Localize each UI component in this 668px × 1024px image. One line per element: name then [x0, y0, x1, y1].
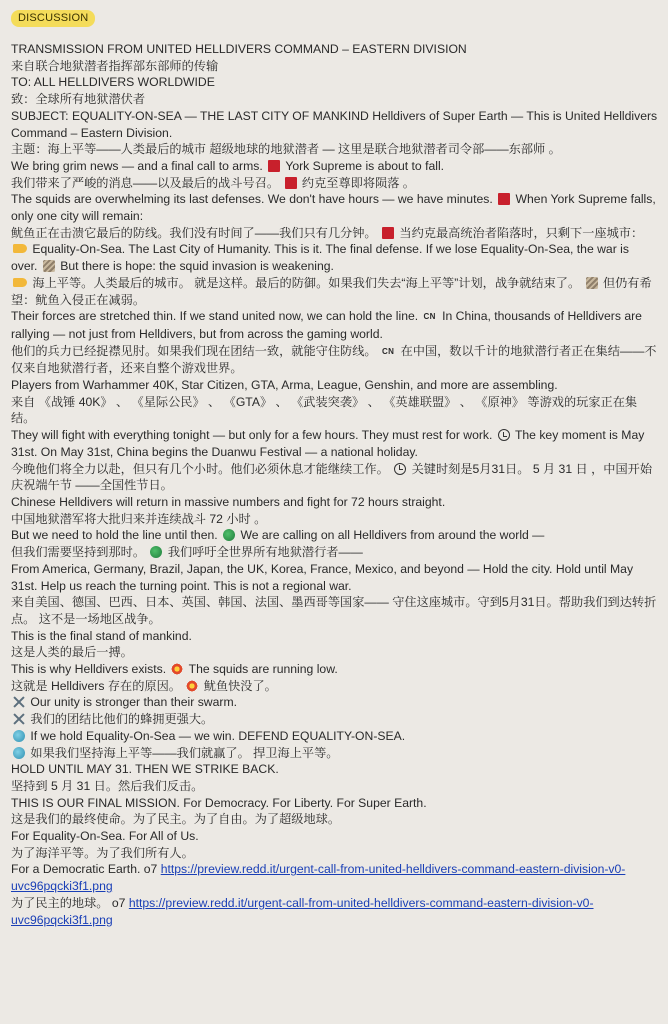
post-line: 主题：海上平等——人类最后的城市 超级地球的地狱潜者 — 这里是联合地狱潜者司令部——东部师 。: [11, 142, 561, 157]
post-line: [11, 427, 658, 460]
post-text: For a Democratic Earth. o7: [11, 862, 158, 877]
post-line: [11, 175, 658, 192]
post-line: HOLD UNTIL MAY 31. THEN WE STRIKE BACK.: [11, 762, 279, 777]
post-line: Players from Warhammer 40K, Star Citizen, GTA, Arma, League, Genshin, and more are assembling.: [11, 378, 558, 393]
post-line: 这是我们的最终使命。为了民主。为了自由。为了超级地球。: [11, 812, 341, 827]
post-text: 我们的团结比他们的蜂拥更强大。: [30, 712, 214, 727]
post-text: 这就是 Helldivers 存在的原因。: [11, 678, 181, 693]
post-line: 坚持到 5 月 31 日。然后我们反击。: [11, 778, 204, 793]
post-line: 来自联合地狱潜者指挥部东部师的传输: [11, 58, 219, 73]
post-line: 为了海洋平等。为了我们所有人。: [11, 845, 194, 860]
post-text: 但仍有希望：鱿鱼入侵正在减弱。: [11, 275, 652, 307]
post-line: 中国地狱潜军将大批归来并连续战斗 72 小时 。: [11, 511, 267, 526]
clock-icon: [394, 463, 406, 475]
post-text: Equality-On-Sea. The Last City of Humanity. This is it. The final defense. If we lose Equality-On-Sea, the war is over.: [11, 242, 629, 274]
crossed-swords-icon: [13, 696, 25, 708]
explosion-icon: [171, 663, 183, 675]
post-text: 他们的兵力已经捉襟见肘。如果我们现在团结一致，就能守住防线。: [11, 343, 377, 358]
post-line: [11, 308, 658, 342]
post-text: 当约克最高统治者陷落时，只剩下一座城市：: [399, 225, 644, 240]
post-text: We bring grim news — and a final call to arms.: [11, 158, 263, 173]
post-body: [11, 41, 658, 928]
red-square-icon: [498, 193, 510, 205]
explosion-icon: [186, 680, 198, 692]
post-line: [11, 728, 658, 745]
post-line: From America, Germany, Brazil, Japan, the UK, Korea, France, Mexico, and beyond — Hold the city. Hold until May 31st. Help us reach the turning point. This is not a regional war.: [11, 561, 634, 593]
crossed-swords-icon: [13, 713, 25, 725]
globe-icon: [150, 546, 162, 558]
post-line: TRANSMISSION FROM UNITED HELLDIVERS COMMAND – EASTERN DIVISION: [11, 42, 467, 56]
post-line: [11, 678, 658, 695]
pointing-hand-icon: [13, 278, 27, 287]
post-text: This is why Helldivers exists.: [11, 662, 167, 677]
post-line: [11, 895, 658, 928]
post-line: 来自 《战锤 40K》 、 《星际公民》 、 《GTA》 、 《武装突袭》 、 《英雄联盟》 、 《原神》 等游戏的玩家正在集结。: [11, 394, 638, 426]
post-line: [11, 191, 658, 224]
image-link[interactable]: https://preview.redd.it/urgent-call-from-united-helldivers-command-eastern-division-v0-uvc96pqcki3f1.png: [11, 862, 626, 894]
post-line: TO: ALL HELLDIVERS WORLDWIDE: [11, 75, 215, 90]
post-line: 来自美国、德国、巴西、日本、英国、韩国、法国、墨西哥等国家—— 守住这座城市。守到5月31日。帮助我们到达转折点。 这不是一场地区战争。: [11, 595, 657, 626]
post-text: If we hold Equality-On-Sea — we win. DEFEND EQUALITY-ON-SEA.: [30, 728, 406, 743]
post-text: 关键时刻是5月31日。 5 月 31 日 ，中国开始庆祝端午节 ——全国性节日。: [11, 461, 653, 493]
post-text: 在中国，数以千计的地狱潜行者正在集结——不仅来自地狱潜行者，还来自整个游戏世界。: [11, 343, 657, 376]
scroll-icon: [43, 260, 55, 272]
red-square-icon: [285, 177, 297, 189]
post-text: York Supreme is about to fall.: [285, 158, 445, 173]
post-line: [11, 661, 658, 678]
post-text: 我们呼吁全世界所有地狱潜行者——: [167, 545, 363, 560]
post-text: But we need to hold the line until then.: [11, 528, 218, 543]
pointing-hand-icon: [13, 244, 27, 253]
image-link[interactable]: https://preview.redd.it/urgent-call-from-united-helldivers-command-eastern-division-v0-uvc96pqcki3f1.png: [11, 895, 594, 927]
post-text: 今晚他们将全力以赴，但只有几个小时。他们必须休息才能继续工作。: [11, 461, 389, 476]
post-text: 鱿鱼快没了。: [203, 678, 277, 693]
post-text: 约克至尊即将陨落 。: [301, 175, 415, 190]
post-text: 鱿鱼正在击溃它最后的防线。我们没有时间了——我们只有几分钟。: [11, 225, 377, 240]
post-line: This is the final stand of mankind.: [11, 628, 192, 643]
post-text: 我们带来了严峻的消息——以及最后的战斗号召。: [11, 175, 280, 190]
post-text: 但我们需要坚持到那时。: [11, 545, 146, 560]
post-text: In China, thousands of Helldivers are rallying — not just from Helldivers, but from across the gaming world.: [11, 309, 642, 341]
post-text: They will fight with everything tonight — but only for a few hours. They must rest for work.: [11, 428, 493, 443]
post-line: [11, 711, 658, 728]
post-line: THIS IS OUR FINAL MISSION. For Democracy. For Liberty. For Super Earth.: [11, 795, 427, 810]
post-text: We are calling on all Helldivers from around the world —: [240, 528, 545, 543]
clock-icon: [498, 429, 510, 441]
blue-globe-icon: [13, 747, 25, 759]
post-line: [11, 241, 658, 274]
post-line: 致：全球所有地狱潜伏者: [11, 92, 146, 107]
post-line: SUBJECT: EQUALITY-ON-SEA — THE LAST CITY OF MANKIND Helldivers of Super Earth — This is United Helldivers Command – Eastern Division.: [11, 108, 658, 140]
post-line: 这是人类的最后一搏。: [11, 645, 133, 660]
post-line: [11, 861, 658, 894]
post-line: [11, 527, 658, 544]
discussion-tag[interactable]: DISCUSSION: [11, 10, 95, 27]
globe-icon: [223, 529, 235, 541]
post-line: [11, 544, 658, 561]
post-text: The squids are running low.: [188, 662, 338, 677]
post-line: [11, 745, 658, 762]
scroll-icon: [586, 277, 598, 289]
post-line: [11, 694, 658, 711]
post-text: Our unity is stronger than their swarm.: [30, 695, 237, 710]
post-text: 为了民主的地球。 o7: [11, 895, 126, 910]
china-flag-label: CN: [423, 312, 436, 322]
post-line: [11, 461, 658, 494]
post-text: 如果我们坚持海上平等——我们就赢了。 捍卫海上平等。: [30, 745, 339, 760]
post-line: [11, 343, 658, 377]
post-line: [11, 225, 658, 242]
post-line: [11, 158, 658, 175]
china-flag-label: CN: [382, 346, 395, 356]
post-line: Chinese Helldivers will return in massive numbers and fight for 72 hours straight.: [11, 494, 446, 509]
post-line: For Equality-On-Sea. For All of Us.: [11, 829, 199, 844]
post-text: 海上平等。人类最后的城市。 就是这样。最后的防御。如果我们失去“海上平等”计划，战争就结束了。: [32, 275, 581, 290]
post-line: [11, 275, 658, 308]
post-text: When York Supreme falls, only one city will remain:: [11, 192, 656, 224]
post-text: The squids are overwhelming its last defenses. We don't have hours — we have minutes.: [11, 192, 493, 207]
post-text: Their forces are stretched thin. If we stand united now, we can hold the line.: [11, 309, 419, 324]
post-text: But there is hope: the squid invasion is weakening.: [60, 259, 334, 274]
red-square-icon: [382, 227, 394, 239]
red-square-icon: [268, 160, 280, 172]
blue-globe-icon: [13, 730, 25, 742]
post-text: The key moment is May 31st. On May 31st, China begins the Duanwu Festival — a national holiday.: [11, 428, 645, 459]
